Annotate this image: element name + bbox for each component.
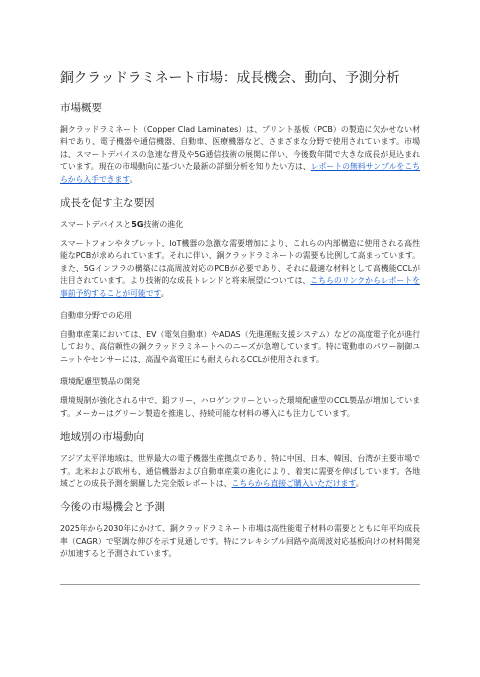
regional-text: アジア太平洋地域は、世界最大の電子機器生産拠点であり、特に中国、日本、韓国、台湾が主要市場です。北米および欧州も、通信機器および自動車産業の進化により、着実に需要を伸ばしています。各地域ごとの成長予測を網羅した完全版レポートは、 — [60, 454, 420, 488]
smart-devices-heading-pre: スマートデバイスと — [60, 220, 132, 230]
automotive-paragraph: 自動車産業においては、EV（電気自動車）やADAS（先進運転支援システム）などの高度電子化が進行しており、高信頼性の銅クラッドラミネートへのニーズが急増しています。特に電動車のパワー制御ユニットやセンサーには、高温や高電圧にも耐えられるCCLが使用されます。 — [60, 330, 420, 364]
smart-devices-heading-post: 技術の進化 — [143, 220, 184, 230]
eco-products-heading: 環境配慮型製品の開発 — [60, 377, 140, 387]
overview-text: 銅クラッドラミネート（Copper Clad Laminates）は、プリント基板（PCB）の製造に欠かせない材料であり、電子機器や通信機器、自動車、医療機器など、さまざまな分野で使用されています。市場は、スマートデバイスの急速な普及や5G通信技術の展開に伴い、今後数年間で大きな成長が見込まれています。現在の市場動向に基づいた最新の詳細分析を知りたい方は、 — [60, 125, 420, 172]
smart-devices-end: 。 — [160, 288, 169, 298]
horizontal-divider — [60, 584, 420, 585]
automotive-heading: 自動車分野での応用 — [60, 311, 132, 321]
future-heading: 今後の市場機会と予測 — [60, 501, 165, 514]
future-paragraph: 2025年から2030年にかけて、銅クラッドラミネート市場は高性能電子材料の需要とともに年平均成長率（CAGR）で堅調な伸びを示す見通しです。特にフレキシブル回路や高周波対応基板向けの材料開発が加速すると予測されています。 — [60, 524, 420, 559]
free-sample-link[interactable]: レポートの無料サンプルをこちらから入手できます — [60, 162, 421, 184]
smart-devices-paragraph — [60, 238, 420, 300]
smart-devices-heading — [60, 219, 420, 231]
pre-order-link[interactable]: こちらのリンクからレポートを事前予約することが可能です — [60, 276, 420, 298]
regional-paragraph — [60, 453, 420, 490]
page-title: 銅クラッドラミネート市場：成長機会、動向、予測分析 — [60, 70, 400, 86]
regional-heading: 地域別の市場動向 — [60, 431, 144, 444]
eco-products-paragraph: 環境規制が強化される中で、鉛フリー、ハロゲンフリーといった環境配慮型のCCL製品が増加しています。メーカーはグリーン製造を推進し、持続可能な材料の導入にも注力しています。 — [60, 396, 420, 418]
overview-heading: 市場概要 — [60, 102, 102, 114]
drivers-heading: 成長を促す主な要因 — [60, 197, 155, 210]
smart-devices-heading-bold: 5G — [131, 220, 144, 230]
overview-end: 。 — [129, 174, 138, 184]
regional-end: 。 — [355, 478, 364, 488]
purchase-link[interactable]: こちらから直接ご購入いただけます — [231, 478, 356, 488]
overview-paragraph — [60, 124, 420, 186]
smart-devices-text: スマートフォンやタブレット、IoT機器の急激な需要増加により、これらの内部構造に使用される高性能なPCBが求められています。それに伴い、銅クラッドラミネートの需要も比例して高まっています。また、5Gインフラの構築には高周波対応のPCBが必要であり、それに最適な材料として高機能CCLが注目されています。より技術的な成長トレンドと将来展望については、 — [60, 239, 420, 286]
